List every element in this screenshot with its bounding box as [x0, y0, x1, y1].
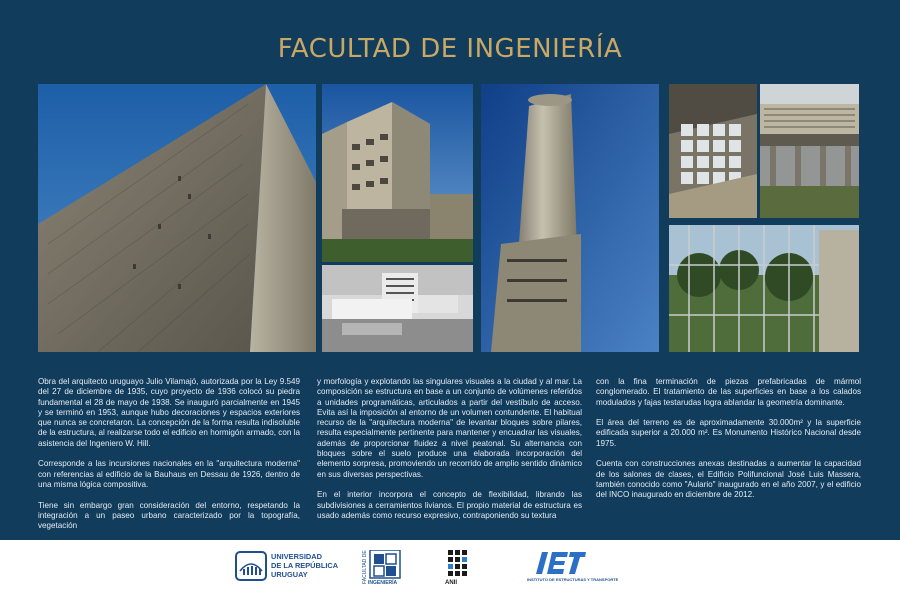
facade-columns-photo — [760, 84, 859, 218]
paragraph: Tiene sin embargo gran consideración del entorno, respetando la integración a un paseo urbano caracterizado por la topografía, vegetación — [38, 500, 300, 531]
text-column-2 — [317, 377, 582, 531]
fing-logo-icon — [368, 550, 402, 584]
paragraph: Obra del arquitecto uruguayo Julio Vilamajó, autorizada por la Ley 9.549 del 27 de diciembre de 1935, cuyo proyecto de 1936 colocó su piedra fundamental el 28 de mayo de 1938. Se inauguró parcialmente en 1945 y se terminó en 1953, aunque hubo decoraciones y espacios exteriores que nunca se concretaron. La concepción de la forma resulta indisoluble de la estructura, al realizarse todo el edificio en hormigón armado, con la asistencia del Ingeniero W. Hill. — [38, 377, 300, 448]
udelar-logo-text — [271, 553, 338, 579]
text-column-3 — [596, 377, 861, 511]
fing-vertical-text: FACULTAD DE — [362, 550, 368, 584]
footer-logo-bar — [0, 540, 900, 591]
page-title: FACULTAD DE INGENIERÍA — [277, 34, 623, 64]
paragraph: y morfología y explotando las singulares visuales a la ciudad y al mar. La composición se estructura en base a un conjunto de volúmenes referidos a unidades programáticas, articulados a partir del vestíbulo de acceso. Evita así la imposición al entorno de un volumen contundente. El habitual recurso de la "arquitectura moderna" de levantar bloques sobre pilares, resulta especialmente pertinente para mantener y encuadrar las visuales, además de proporcionar fluidez a nivel peatonal. Su alternancia con bloques sobre el suelo produce una elaborada incorporación del elemento sorpresa, promoviendo un recorrido de amplio sentido dinámico en sus diversas perspectivas. — [317, 377, 582, 479]
iet-logo-icon — [534, 550, 586, 576]
paragraph: En el interior incorpora el concepto de flexibilidad, librando las subdivisiones a cerramientos livianos. El propio material de estructura es usado además como recurso expresivo, contraponiendo su textura — [317, 490, 582, 520]
paragraph: Cuenta con construcciones anexas destinadas a aumentar la capacidad de los salones de clases, el Edificio Polifuncional José Luis Massera, también conocido como "Aulario" inaugurado en el año 2007, y el edificio del INCO inaugurado en diciembre de 2012. — [596, 459, 861, 500]
anii-label: ANII — [445, 580, 457, 586]
cylindrical-tower-photo — [481, 84, 659, 352]
tower-from-below-photo — [322, 84, 473, 262]
paragraph: con la fina terminación de piezas prefabricadas de mármol conglomerado. El tratamiento de las superficies en base a los calados modulados y fajas testarudas logra ablandar la geometría dominante. — [596, 377, 861, 407]
glass-curtain-wall-photo — [669, 225, 859, 352]
udelar-line: DE LA REPÚBLICA — [271, 560, 339, 570]
diagonal-concrete-corner-photo — [38, 84, 316, 352]
historic-bw-photo — [322, 265, 473, 352]
fing-label: INGENIERÍA — [368, 580, 398, 586]
anii-logo-icon — [444, 548, 470, 584]
text-column-1 — [38, 377, 300, 542]
udelar-line: UNIVERSIDAD — [271, 552, 322, 561]
udelar-line: URUGUAY — [271, 569, 308, 579]
udelar-emblem-icon — [235, 551, 267, 581]
lattice-window-photo — [669, 84, 757, 218]
paragraph: Corresponde a las incursiones nacionales en la "arquitectura moderna" con referencias al edificio de la Bauhaus en Dessau de 1926, dentro de una misma lógica compositiva. — [38, 459, 300, 489]
paragraph: El área del terreno es de aproximadamente 30.000m² y la superficie edificada superior a 20.000 m². Es Monumento Histórico Nacional desde 1975. — [596, 418, 861, 448]
iet-label: INSTITUTO DE ESTRUCTURAS Y TRANSPORTE — [527, 577, 619, 582]
